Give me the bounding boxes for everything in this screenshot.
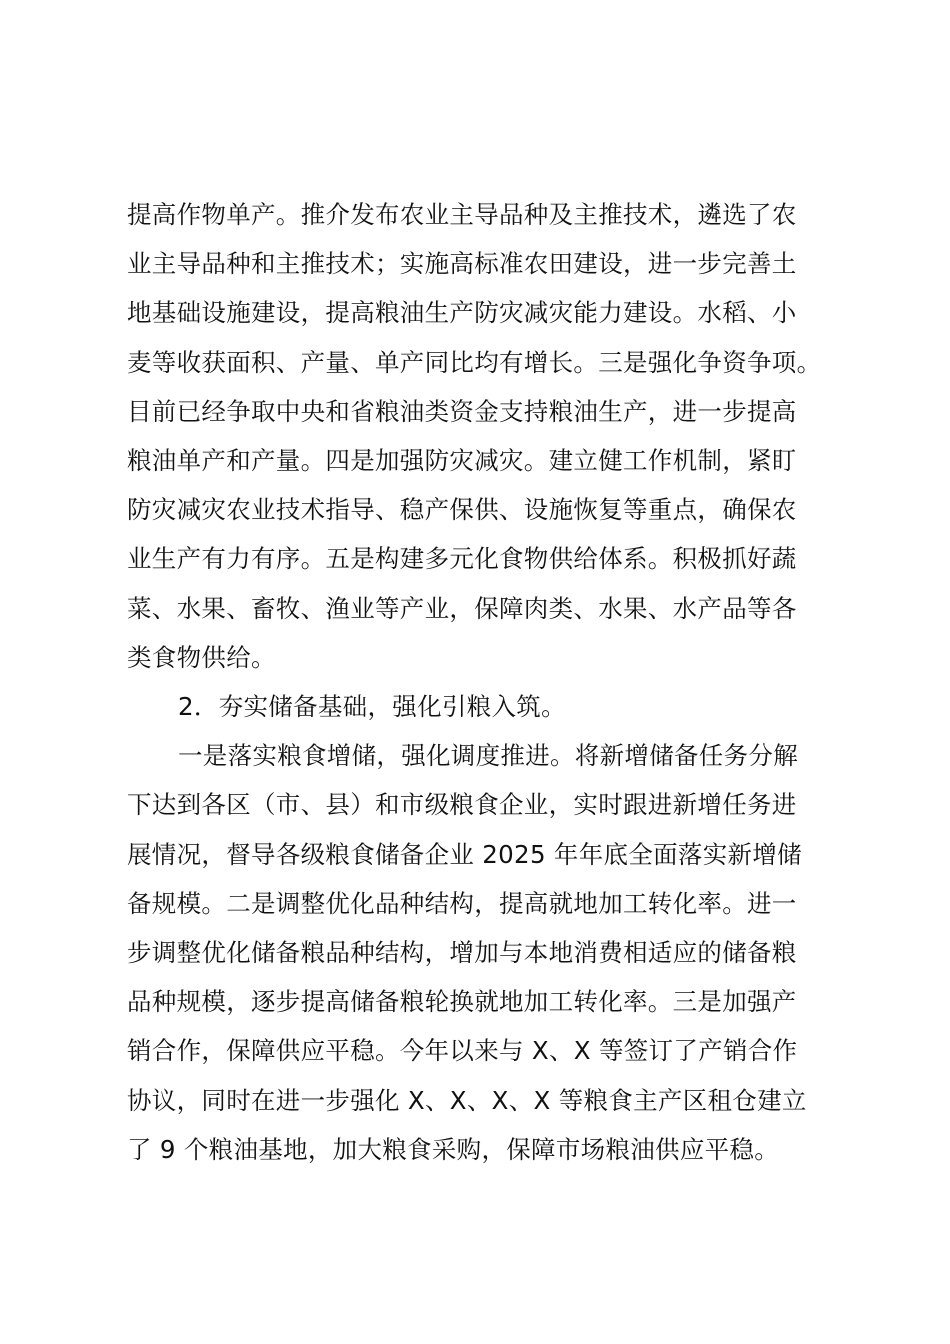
section-heading: 2．夯实储备基础，强化引粮入筑。: [178, 692, 566, 722]
text-line: 目前已经争取中央和省粮油类资金支持粮油生产，进一步提高: [127, 396, 797, 426]
text-line: 地基础设施建设，提高粮油生产防灾减灾能力建设。水稻、小: [127, 298, 797, 328]
text-line: 菜、水果、畜牧、渔业等产业，保障肉类、水果、水产品等各: [127, 593, 797, 623]
text-line: 提高作物单产。推介发布农业主导品种及主推技术，遴选了农: [127, 200, 797, 229]
text-line: 业生产有力有序。五是构建多元化食物供给体系。积极抓好蔬: [127, 544, 797, 574]
text-line: 协议，同时在进一步强化 X、X、X、X 等粮食主产区租仓建立: [127, 1085, 807, 1115]
text-line: 了 9 个粮油基地，加大粮食采购，保障市场粮油供应平稳。: [127, 1134, 780, 1164]
text-line: 展情况，督导各级粮食储备企业 2025 年年底全面落实新增储: [127, 839, 802, 869]
text-line: 下达到各区（市、县）和市级粮食企业，实时跟进新增任务进: [127, 790, 797, 820]
text-line: 类食物供给。: [127, 642, 276, 672]
text-line: 销合作，保障供应平稳。今年以来与 X、X 等签订了产销合作: [127, 1036, 798, 1066]
text-line: 品种规模，逐步提高储备粮轮换就地加工转化率。三是加强产: [127, 987, 797, 1017]
text-line: 一是落实粮食增储，强化调度推进。将新增储备任务分解: [178, 741, 798, 771]
text-line: 步调整优化储备粮品种结构，增加与本地消费相适应的储备粮: [127, 938, 797, 968]
text-line: 防灾减灾农业技术指导、稳产保供、设施恢复等重点，确保农: [127, 495, 797, 525]
text-line: 麦等收获面积、产量、单产同比均有增长。三是强化争资争项。: [127, 347, 822, 377]
text-line: 业主导品种和主推技术；实施高标准农田建设，进一步完善土: [127, 249, 797, 279]
text-line: 备规模。二是调整优化品种结构，提高就地加工转化率。进一: [127, 888, 797, 918]
paragraph-block-1: [127, 190, 847, 1174]
text-line: 粮油单产和产量。四是加强防灾减灾。建立健工作机制，紧盯: [127, 446, 797, 476]
